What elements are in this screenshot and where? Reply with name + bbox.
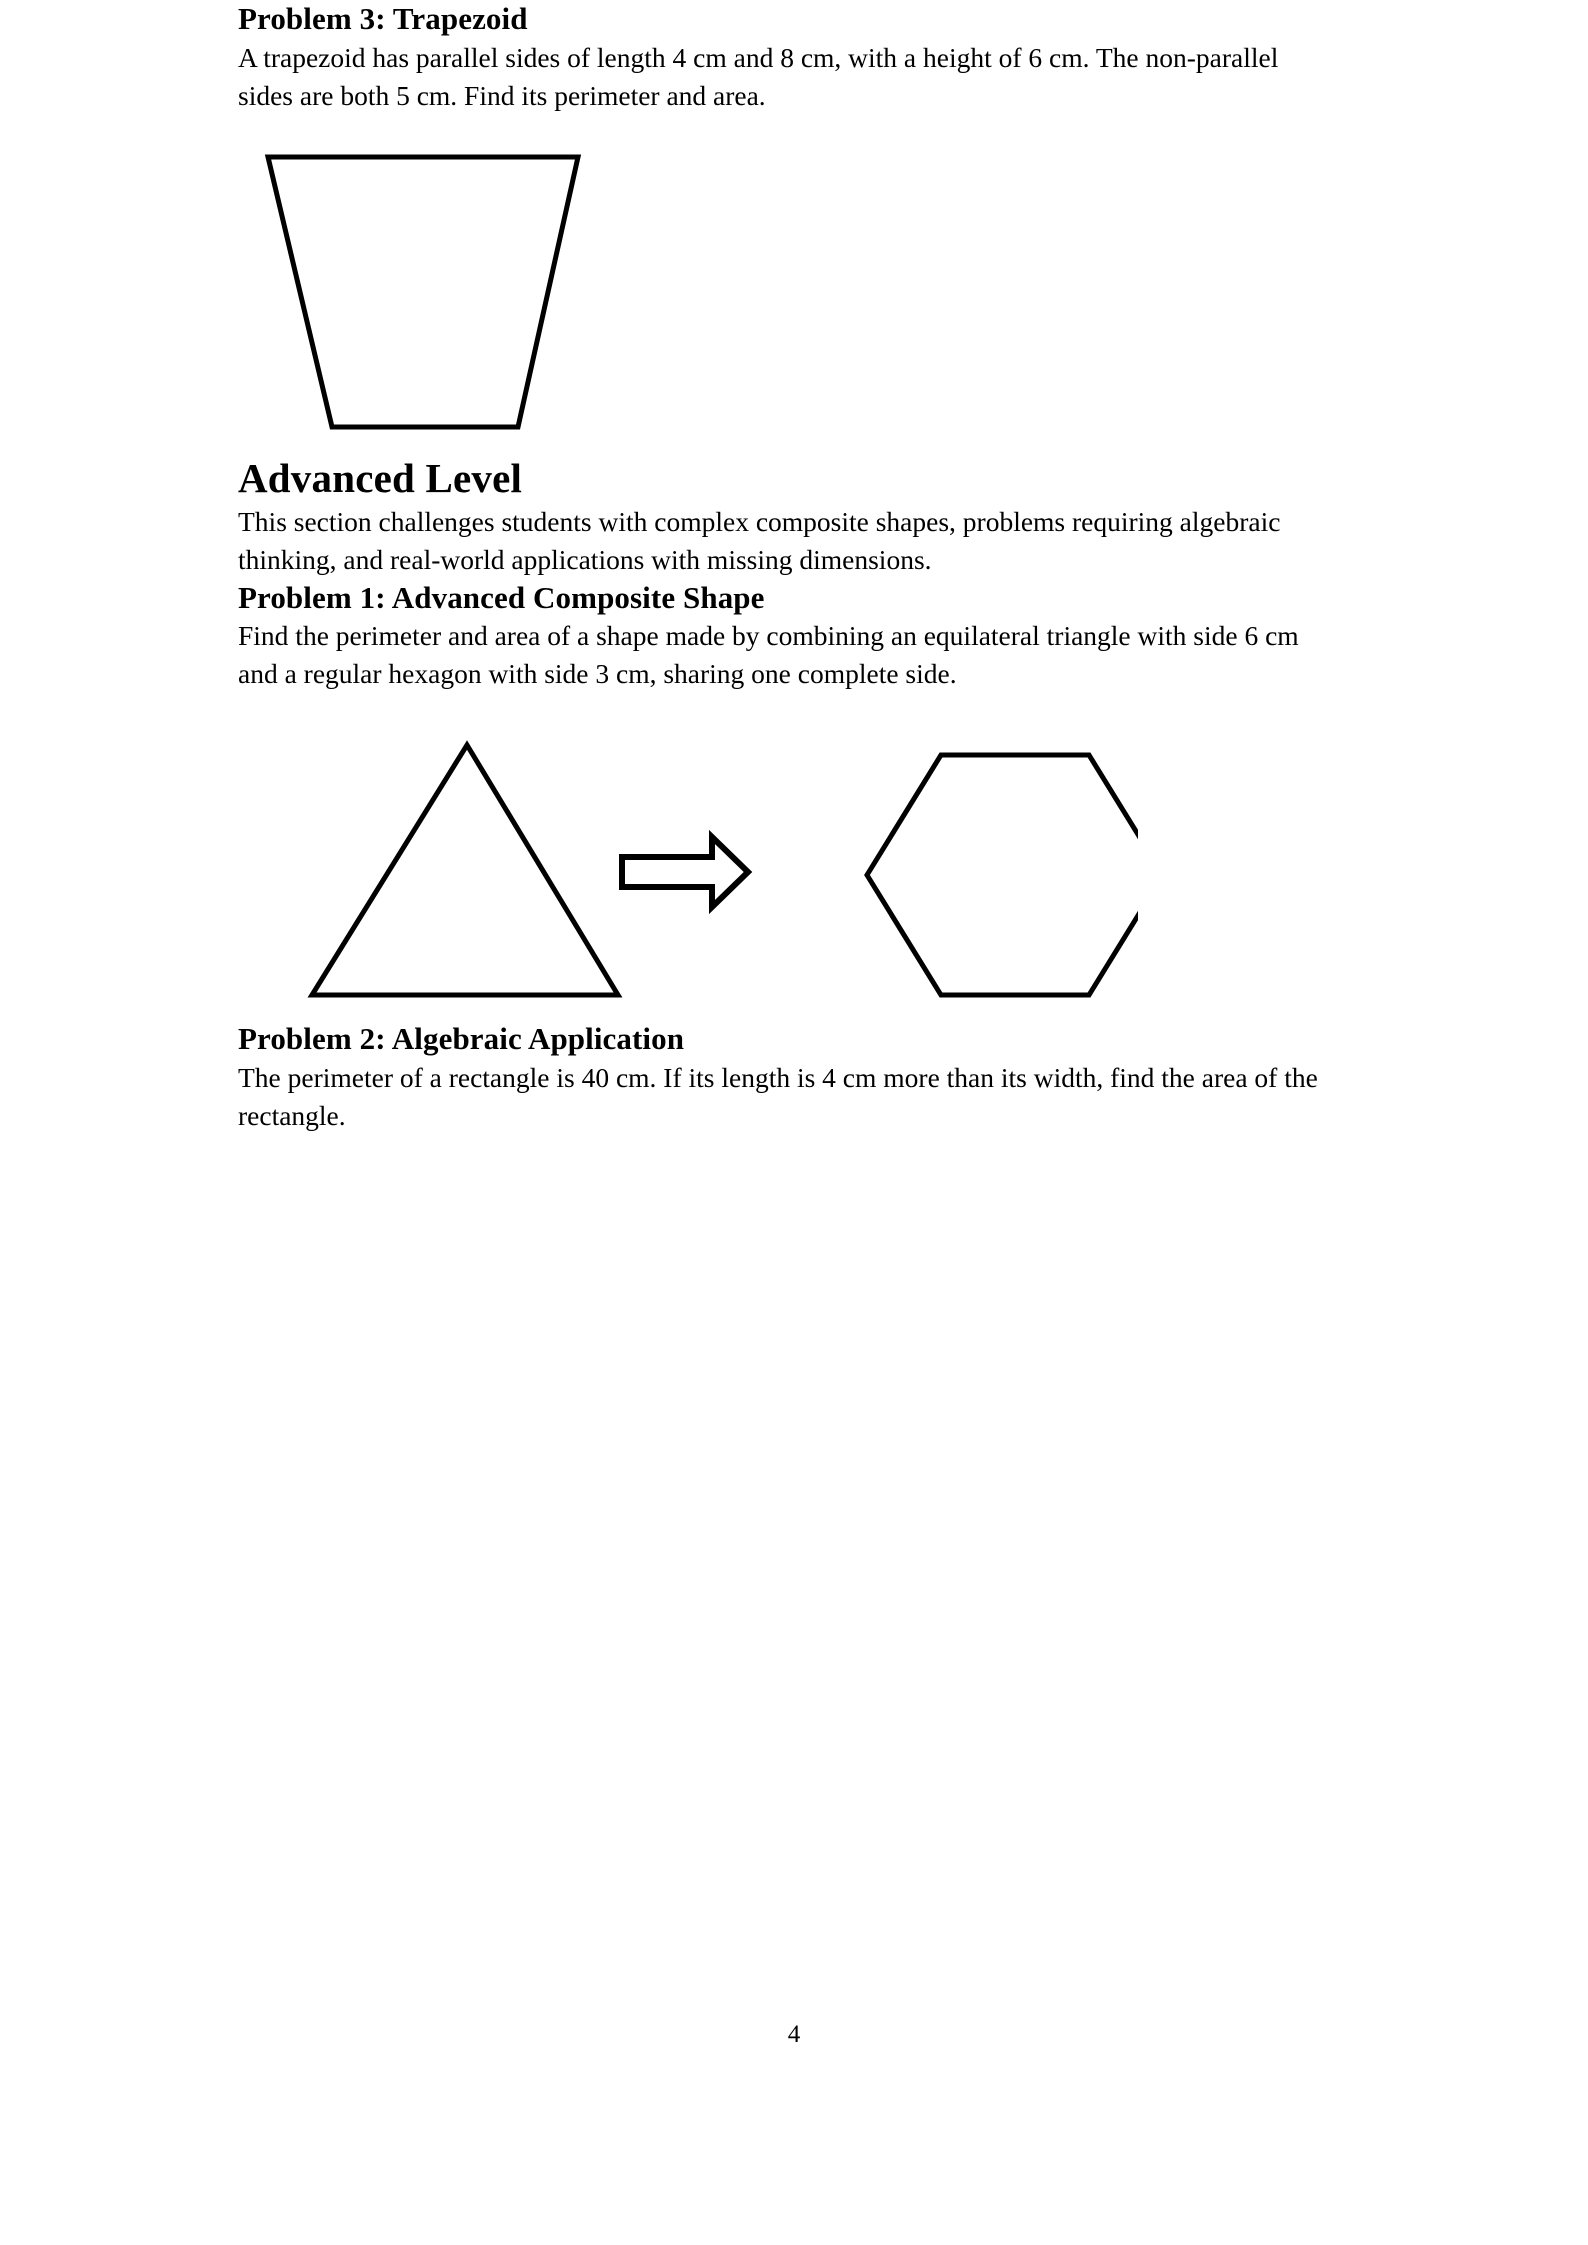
problem-2-body: The perimeter of a rectangle is 40 cm. If its length is 4 cm more than its width, find the area of the rectangle. <box>238 1062 1318 1131</box>
problem-3-heading: Problem 3: Trapezoid <box>238 1 528 36</box>
problem-2-heading: Problem 2: Algebraic Application <box>238 1021 685 1057</box>
problem-3-body: A trapezoid has parallel sides of length 4 cm and 8 cm, with a height of 6 cm. The non-parallel sides are both 5 cm. Find its perimeter and area. <box>238 41 1279 111</box>
equilateral-triangle-outline <box>312 745 618 995</box>
trapezoid-svg <box>238 149 658 449</box>
trapezoid-figure <box>238 149 1334 454</box>
problem-1-body: Find the perimeter and area of a shape made by combining an equilateral triangle with side 6 cm and a regular hexagon with side 3 cm, sharing one complete side. <box>238 620 1299 690</box>
right-arrow-icon <box>622 837 748 907</box>
problem-1-heading: Problem 1: Advanced Composite Shape <box>238 579 765 615</box>
page-content <box>238 0 1334 1135</box>
advanced-level-heading: Advanced Level <box>238 454 523 501</box>
advanced-level-intro: This section challenges students with complex composite shapes, problems requiring algebraic thinking, and real-world applications with missing dimensions. <box>238 505 1281 575</box>
page-number: 4 <box>787 2021 801 2048</box>
trapezoid-outline <box>268 157 578 427</box>
composite-shape-figure <box>238 725 1334 1020</box>
regular-hexagon-outline <box>867 755 1138 995</box>
composite-shape-svg <box>238 725 1138 1015</box>
